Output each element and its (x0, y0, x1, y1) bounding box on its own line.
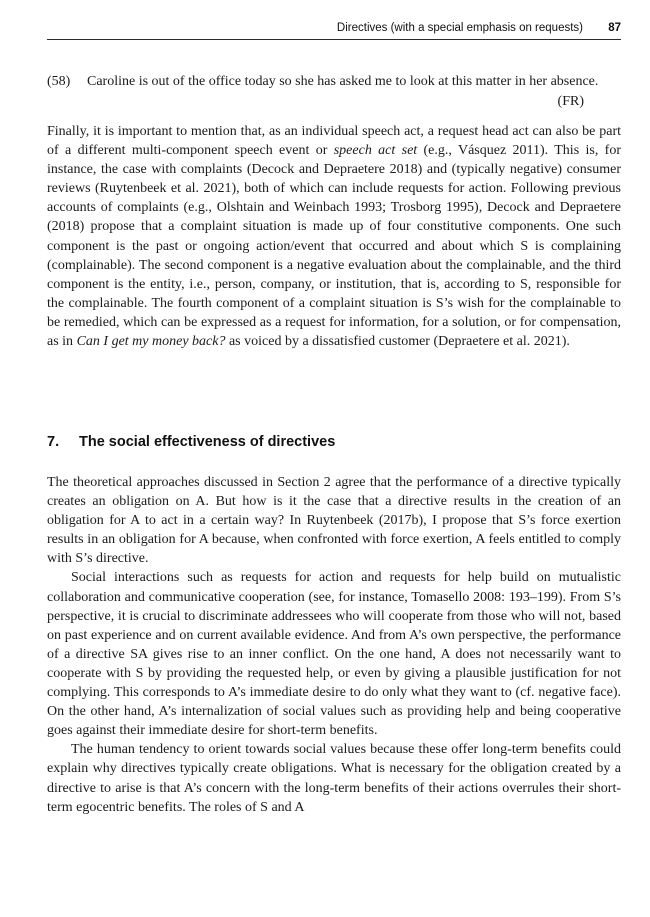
example-text: Caroline is out of the office today so she has asked me to look at this matter in her absence. (87, 74, 599, 89)
body-paragraph: Social interactions such as requests for action and requests for help build on mutualistic collaboration and communicative cooperation (see, for instance, Tomasello 2008: 193–199). From S’s perspective, it is crucial to discriminate addressees who will cooperate from those who will not, based on past experience and on current available evidence. And from A’s own perspective, the performance of a directive SA gives rise to an inner conflict. On the one hand, A does not necessarily want to cooperate with S by providing the requested help, or even by giving a plausible justification for not complying. This corresponds to A’s immediate desire to do only what they want to (cf. negative face). On the other hand, A’s internalization of social values such as providing help and being cooperative goes against their immediate desire for short-term benefits. (47, 570, 621, 739)
example-number: (58) (47, 74, 71, 89)
paragraph-text: (e.g., Vásquez 2011). This is, for instance, the case with complaints (Decock and Depraetere 2018) and (typically negative) consumer reviews (Ruytenbeek et al. 2021), both of which can include requests for action. Following previous accounts of complaints (e.g., Olshtain and Weinbach 1993; Trosborg 1995), Decock and Depraetere (2018) propose that a complaint situation is made up of four constitutive components. One such component is the past or ongoing action/event that occurred and about which S is complaining (complainable). The second component is a negative evaluation about the complainable, and the third component is the entity, i.e., person, company, or institution, that is, according to S, responsible for the complainable. The fourth component of a complaint situation is S’s wish for the complainable to be remedied, which can be expressed as a request for information, for a solution, or for compensation, as in (47, 143, 621, 350)
italic-example: Can I get my money back? (76, 334, 226, 350)
paragraph-text: as voiced by a dissatisfied customer (Depraetere et al. 2021). (225, 334, 570, 350)
paragraph-text: Finally, it is important to mention that, as an individual speech act, a request head act can also be part of a different multi-component speech event or (47, 124, 621, 159)
italic-term: speech act set (333, 143, 418, 159)
body-paragraph: The human tendency to orient towards social values because these offer long-term benefits could explain why directives typically create obligations. What is necessary for the obligation created by a directive to arise is that A’s concern with the long-term benefits of their actions overrules their short-term egocentric benefits. The roles of S and A (47, 742, 621, 815)
section-heading (47, 432, 621, 452)
section-number: 7. (47, 434, 60, 450)
running-title: Directives (with a special emphasis on requests) (336, 22, 583, 34)
section-title: The social effectiveness of directives (79, 434, 336, 450)
body-paragraph: The theoretical approaches discussed in Section 2 agree that the performance of a directive typically creates an obligation on A. But how is it the case that a directive results in the creation of an obligation for A to act in a certain way? In Ruytenbeek (2017b), I propose that S’s force exertion results in an obligation for A because, when confronted with force exertion, A feels entitled to comply with S’s directive. (47, 475, 621, 567)
example-language-tag: (FR) (557, 94, 584, 109)
numbered-example (47, 72, 621, 109)
page-number: 87 (608, 22, 621, 34)
running-header (47, 19, 621, 40)
section-body (47, 473, 621, 817)
body-paragraph (47, 122, 621, 351)
